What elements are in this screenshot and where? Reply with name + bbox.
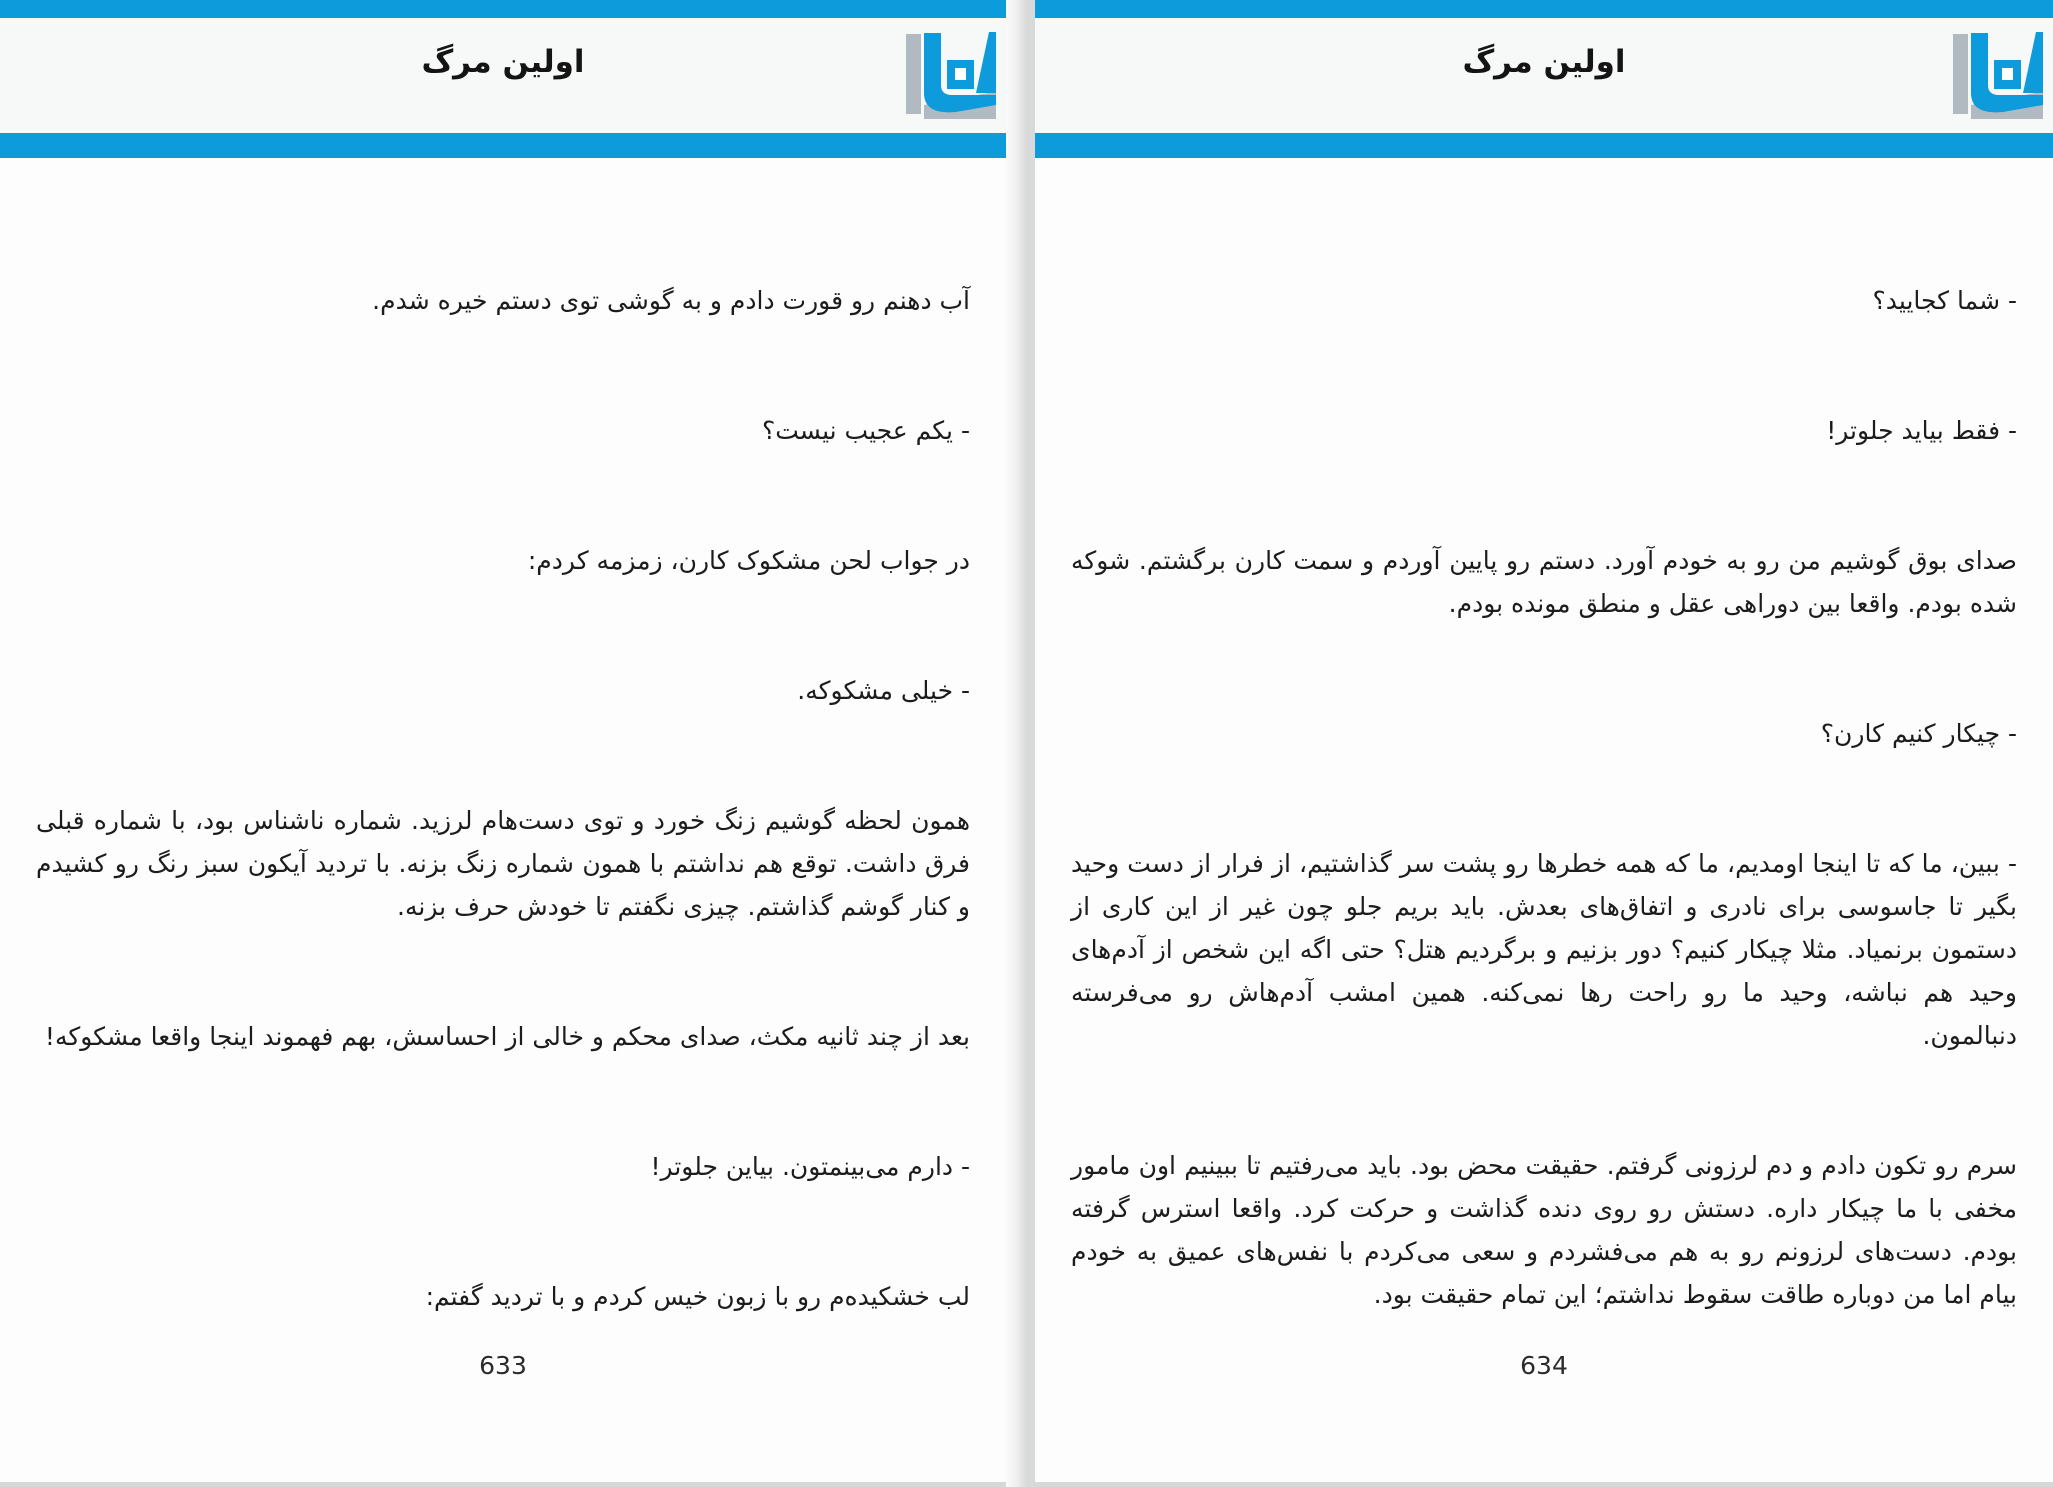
book-page-left[interactable] — [0, 0, 1006, 1482]
book-page-right[interactable] — [1035, 0, 2053, 1482]
paragraph: آب دهنم رو قورت دادم و به گوشی توی دستم خیره شدم. — [372, 286, 970, 315]
page-gutter — [1006, 0, 1035, 1487]
paragraph: - دارم می‌بینمتون. بیاین جلوتر! — [650, 1152, 970, 1181]
page-text — [1035, 158, 2053, 1316]
paragraph: همون لحظه گوشیم زنگ خورد و توی دست‌هام لرزید. شماره ناشناس بود، با شماره قبلی فرق داشت. توقع هم نداشتم با همون شماره زنگ بزنه. با تردید آیکون سبز رنگ رو کشیدم و کنار گوشم گذاشتم. چیزی نگفتم تا خودش حرف بزنه. — [36, 806, 970, 921]
page-top-bar — [1035, 0, 2053, 18]
page-header — [0, 18, 1006, 133]
header-rule-bar — [0, 133, 1006, 158]
paragraph: - ببین، ما که تا اینجا اومدیم، ما که همه خطرها رو پشت سر گذاشتیم، از فرار از دست وحید بگیر تا جاسوسی برای نادری و اتفاق‌های بعدش. باید بریم جلو چون غیر از این کاری از دستمون برنمیاد. مثلا چیکار کنیم؟ دور بزنیم و برگردیم هتل؟ حتی اگه این شخص از آدم‌های وحید هم نباشه، وحید ما رو راحت رها نمی‌کنه. همین امشب آدم‌هاش رو می‌فرسته دنبالمون. — [1071, 849, 2017, 1050]
paragraph: صدای بوق گوشیم من رو به خودم آورد. دستم رو پایین آوردم و سمت کارن برگشتم. شوکه شده بودم. واقعا بین دوراهی عقل و منطق مونده بودم. — [1071, 546, 2017, 618]
page-top-bar — [0, 0, 1006, 18]
paragraph: - شما کجایید؟ — [1872, 286, 2017, 315]
book-title: اولین مرگ — [1462, 44, 1626, 80]
page-number: 633 — [479, 1351, 527, 1380]
taaghche-logo-icon — [1951, 31, 2043, 120]
paragraph: سرم رو تکون دادم و دم لرزونی گرفتم. حقیقت محض بود. باید می‌رفتیم تا ببینیم اون مامور مخفی با ما چیکار داره. دستش رو روی دنده گذاشت و حرکت کرد. واقعا استرس گرفته بودم. دست‌های لرزونم رو به هم می‌فشردم و سعی می‌کردم با نفس‌های عمیق به خودم بیام اما من دوباره طاقت سقوط نداشتم؛ این تمام حقیقت بود. — [1071, 1151, 2017, 1309]
paragraph: لب خشکیده‌م رو با زبون خیس کردم و با تردید گفتم: — [425, 1282, 970, 1311]
paragraph: - فقط بیاید جلوتر! — [1826, 416, 2017, 445]
taaghche-logo-icon — [904, 31, 996, 120]
paragraph: - چیکار کنیم کارن؟ — [1820, 719, 2017, 748]
paragraph: در جواب لحن مشکوک کارن، زمزمه کردم: — [527, 546, 970, 575]
paragraph: - خیلی مشکوکه. — [797, 676, 970, 705]
page-number: 634 — [1520, 1351, 1568, 1380]
paragraph: - یکم عجیب نیست؟ — [761, 416, 970, 445]
page-header — [1035, 18, 2053, 133]
header-rule-bar — [1035, 133, 2053, 158]
book-title: اولین مرگ — [421, 44, 585, 80]
page-text — [0, 158, 1006, 1318]
paragraph: بعد از چند ثانیه مکث، صدای محکم و خالی از احساسش، بهم فهموند اینجا واقعا مشکوکه! — [44, 1022, 970, 1051]
